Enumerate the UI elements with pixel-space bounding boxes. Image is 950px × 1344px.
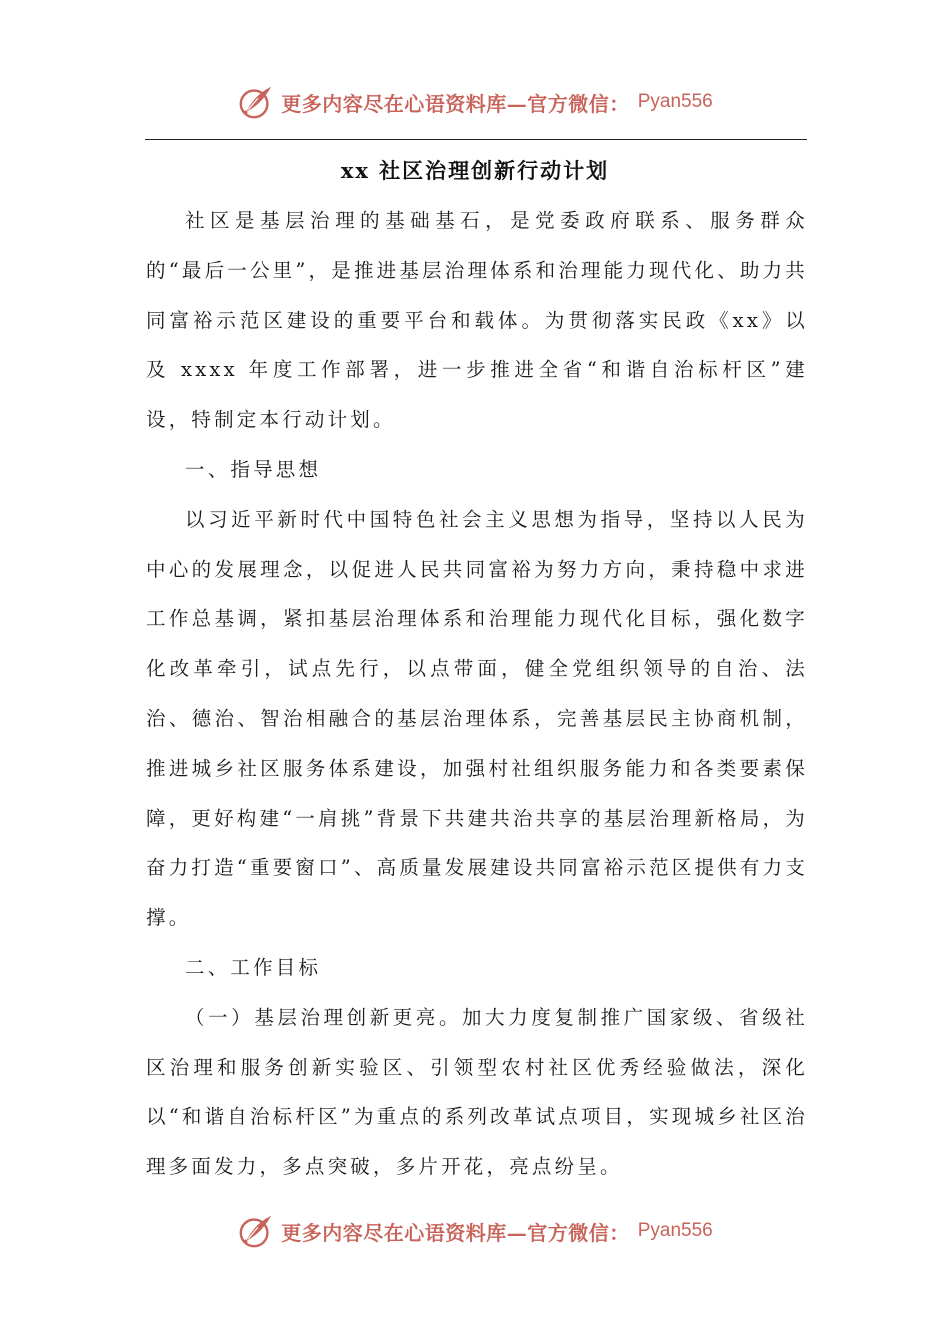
banner-text: 更多内容尽在心语资料库—官方微信：: [281, 1220, 630, 1245]
banner-wechat-id: Pyan556: [637, 1220, 713, 1241]
quill-pen-logo-icon: [237, 83, 275, 121]
quill-pen-logo-icon: [237, 1212, 275, 1250]
footer-watermark-banner: [0, 1209, 950, 1253]
section-heading-work-goals: 二、工作目标: [185, 955, 322, 979]
section-heading-guiding-ideology: 一、指导思想: [185, 457, 322, 481]
document-body: [146, 196, 808, 1192]
header-divider: [145, 139, 807, 140]
document-title: xx 社区治理创新行动计划: [340, 158, 610, 183]
work-goal-item-1: （一）基层治理创新更亮。加大力度复制推广国家级、省级社区治理和服务创新实验区、引领型农村社区优秀经验做法，深化以“和谐自治标杆区”为重点的系列改革试点项目，实现城乡社区治理多面发力，多点突破，多片开花，亮点纷呈。: [146, 1005, 808, 1179]
header-watermark-banner: [0, 80, 950, 124]
guiding-ideology-paragraph: 以习近平新时代中国特色社会主义思想为指导，坚持以人民为中心的发展理念，以促进人民共同富裕为努力方向，秉持稳中求进工作总基调，紧扣基层治理体系和治理能力现代化目标，强化数字化改革牵引，试点先行，以点带面，健全党组织领导的自治、法治、德治、智治相融合的基层治理体系，完善基层民主协商机制，推进城乡社区服务体系建设，加强村社组织服务能力和各类要素保障，更好构建“一肩挑”背景下共建共治共享的基层治理新格局，为奋力打造“重要窗口”、高质量发展建设共同富裕示范区提供有力支撑。: [146, 507, 808, 930]
banner-wechat-id: Pyan556: [637, 91, 713, 112]
intro-paragraph: 社区是基层治理的基础基石，是党委政府联系、服务群众的“最后一公里”，是推进基层治理体系和治理能力现代化、助力共同富裕示范区建设的重要平台和载体。为贯彻落实民政《xx》以及 xxxx 年度工作部署，进一步推进全省“和谐自治标杆区”建设，特制定本行动计划。: [146, 209, 808, 432]
banner-text: 更多内容尽在心语资料库—官方微信：: [281, 91, 630, 116]
